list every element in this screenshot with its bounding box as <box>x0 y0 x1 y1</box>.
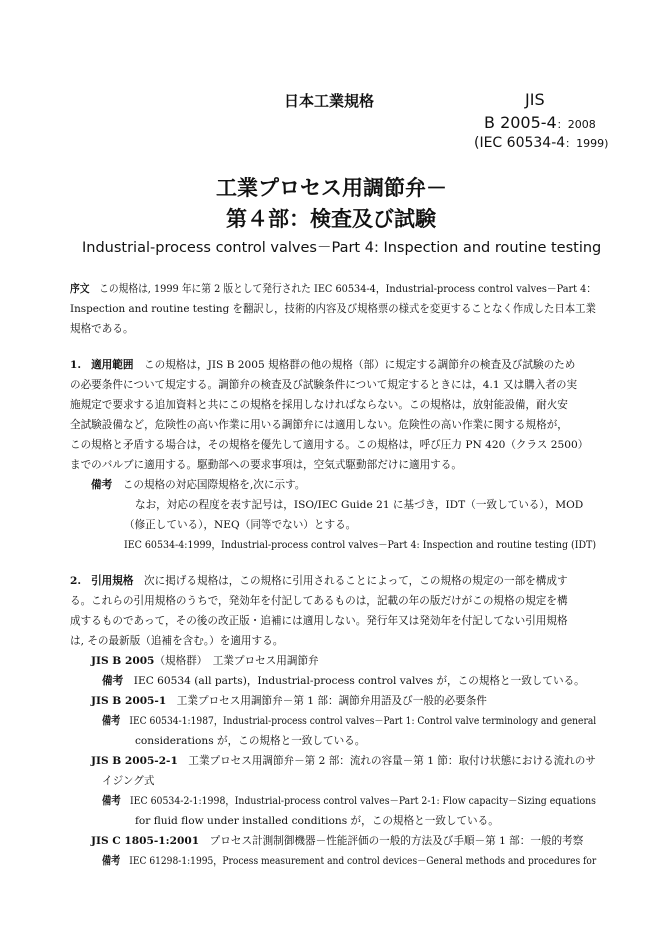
ref-note-text: IEC 61298-1:1995，Process measurement and control devices－General methods and procedures for <box>129 855 597 867</box>
section1-line: の必要条件について規定する。調節弁の検査及び試験条件について規定するときには，4.1 又は購入者の実 <box>70 379 578 391</box>
ref-note-label: 備考 <box>102 715 121 727</box>
section1-line: 施規定で要求する追加資料と共にこの規格を採用しなければならない。この規格は，放射能設備，耐火安 <box>70 399 568 411</box>
ref-note-label: 備考 <box>102 795 121 807</box>
section2-heading: 引用規格 <box>91 575 134 587</box>
iec-reference <box>474 135 608 151</box>
preface-line: 規格である。 <box>70 323 134 335</box>
section1-note-line: IEC 60534-4:1999，Industrial-process control valves－Part 4: Inspection and routine testing (IDT) <box>124 539 597 551</box>
code-year: ：2008 <box>556 118 596 131</box>
section2-text: 次に掲げる規格は，この規格に引用されることによって，この規格の規定の一部を構成す <box>144 575 568 587</box>
ref-code: JIS B 2005-2-1 <box>91 755 178 767</box>
section2-number: 2. <box>70 575 82 587</box>
ref-note-label: 備考 <box>102 855 121 867</box>
section2-line <box>70 575 568 588</box>
ref-entry <box>91 655 319 668</box>
ref-note-text: IEC 60534 (all parts)，Industrial-process control valves が，この規格と一致している。 <box>133 675 585 687</box>
section1-note-line: （修正している），NEQ（同等でない）とする。 <box>124 519 357 531</box>
ref-title: 工業プロセス用調節弁－第 1 部：調節弁用語及び一般的必要条件 <box>176 695 487 707</box>
ref-title: 工業プロセス用調節弁－第 2 部：流れの容量－第 1 節：取付け状態における流れのサ <box>188 755 596 767</box>
ref-entry <box>91 755 596 768</box>
ref-code: JIS B 2005 <box>91 655 155 667</box>
note-label: 備考 <box>91 479 113 491</box>
iec-main: (IEC 60534-4 <box>474 135 566 151</box>
preface-line <box>70 283 596 296</box>
preface-text: この規格は, 1999 年に第 2 版として発行された IEC 60534-4，Industrial-process control valves－Part 4： <box>99 283 597 295</box>
ref-note <box>102 715 596 728</box>
section1-text: この規格は，JIS B 2005 規格群の他の規格（部）に規定する調節弁の検査及び試験のため <box>144 359 576 371</box>
preface-line: Inspection and routine testing を翻訳し，技術的内容及び規格票の様式を変更することなく作成した日本工業 <box>70 303 596 315</box>
section1-note-line <box>91 479 305 492</box>
ref-note <box>102 795 596 808</box>
ref-entry <box>91 835 583 848</box>
title-line-2: 第４部：検査及び試験 <box>226 207 436 231</box>
section1-line: この規格と矛盾する場合は，その規格を優先して適用する。この規格は，呼び圧力 PN 420（クラス 2500） <box>70 439 589 451</box>
section1-number: 1. <box>70 359 82 371</box>
standard-type: 日本工業規格 <box>284 92 375 110</box>
ref-code: JIS B 2005-1 <box>91 695 167 707</box>
section1-line <box>70 359 575 372</box>
title-english: Industrial-process control valves－Part 4: Inspection and routine testing <box>82 240 602 256</box>
ref-entry <box>91 695 487 708</box>
preface-label: 序文 <box>70 283 90 295</box>
section1-line: までのバルブに適用する。駆動部への要求事項は，空気式駆動部だけに適用する。 <box>70 459 462 471</box>
ref-note-text: IEC 60534-1:1987，Industrial-process control valves－Part 1: Control valve terminology and general <box>129 715 597 727</box>
title-line-1: 工業プロセス用調節弁－ <box>216 176 447 200</box>
ref-note-label: 備考 <box>102 675 124 687</box>
ref-title: プロセス計測制御機器－性能評価の一般的方法及び手順－第 1 部：一般的考察 <box>209 835 584 847</box>
ref-code: JIS C 1805-1:2001 <box>91 835 200 847</box>
ref-note-text: IEC 60534-2-1:1998，Industrial-process control valves－Part 2-1: Flow capacity－Sizing equations <box>129 795 596 807</box>
standard-code <box>484 113 596 132</box>
section1-line: 全試験設備など，危険性の高い作業に用いる調節弁には適用しない。危険性の高い作業に関する規格が， <box>70 419 568 431</box>
section2-line: 成するものであって，その後の改正版・追補には適用しない。発行年又は発効年を付記してない引用規格 <box>70 615 568 627</box>
ref-note <box>102 855 596 868</box>
ref-note <box>102 675 585 688</box>
code-main: B 2005-4 <box>484 113 557 132</box>
ref-title: （規格群） 工業プロセス用調節弁 <box>154 655 319 667</box>
jis-label: JIS <box>525 90 545 109</box>
ref-cont: for fluid flow under installed conditions が，この規格と一致している。 <box>135 815 499 827</box>
note-text: この規格の対応国際規格を,次に示す。 <box>122 479 306 491</box>
section1-note-line: なお，対応の程度を表す記号は，ISO/IEC Guide 21 に基づき，IDT（一致している），MOD <box>135 499 584 511</box>
ref-cont: considerations が，この規格と一致している。 <box>135 735 366 747</box>
iec-year: ：1999) <box>565 137 609 150</box>
ref-cont: イジング式 <box>102 775 155 787</box>
section2-line: る。これらの引用規格のうちで，発効年を付記してあるものは，記載の年の版だけがこの規格の規定を構 <box>70 595 568 607</box>
section2-line: は, その最新版（追補を含む。）を適用する。 <box>70 635 284 647</box>
section1-heading: 適用範囲 <box>91 359 134 371</box>
